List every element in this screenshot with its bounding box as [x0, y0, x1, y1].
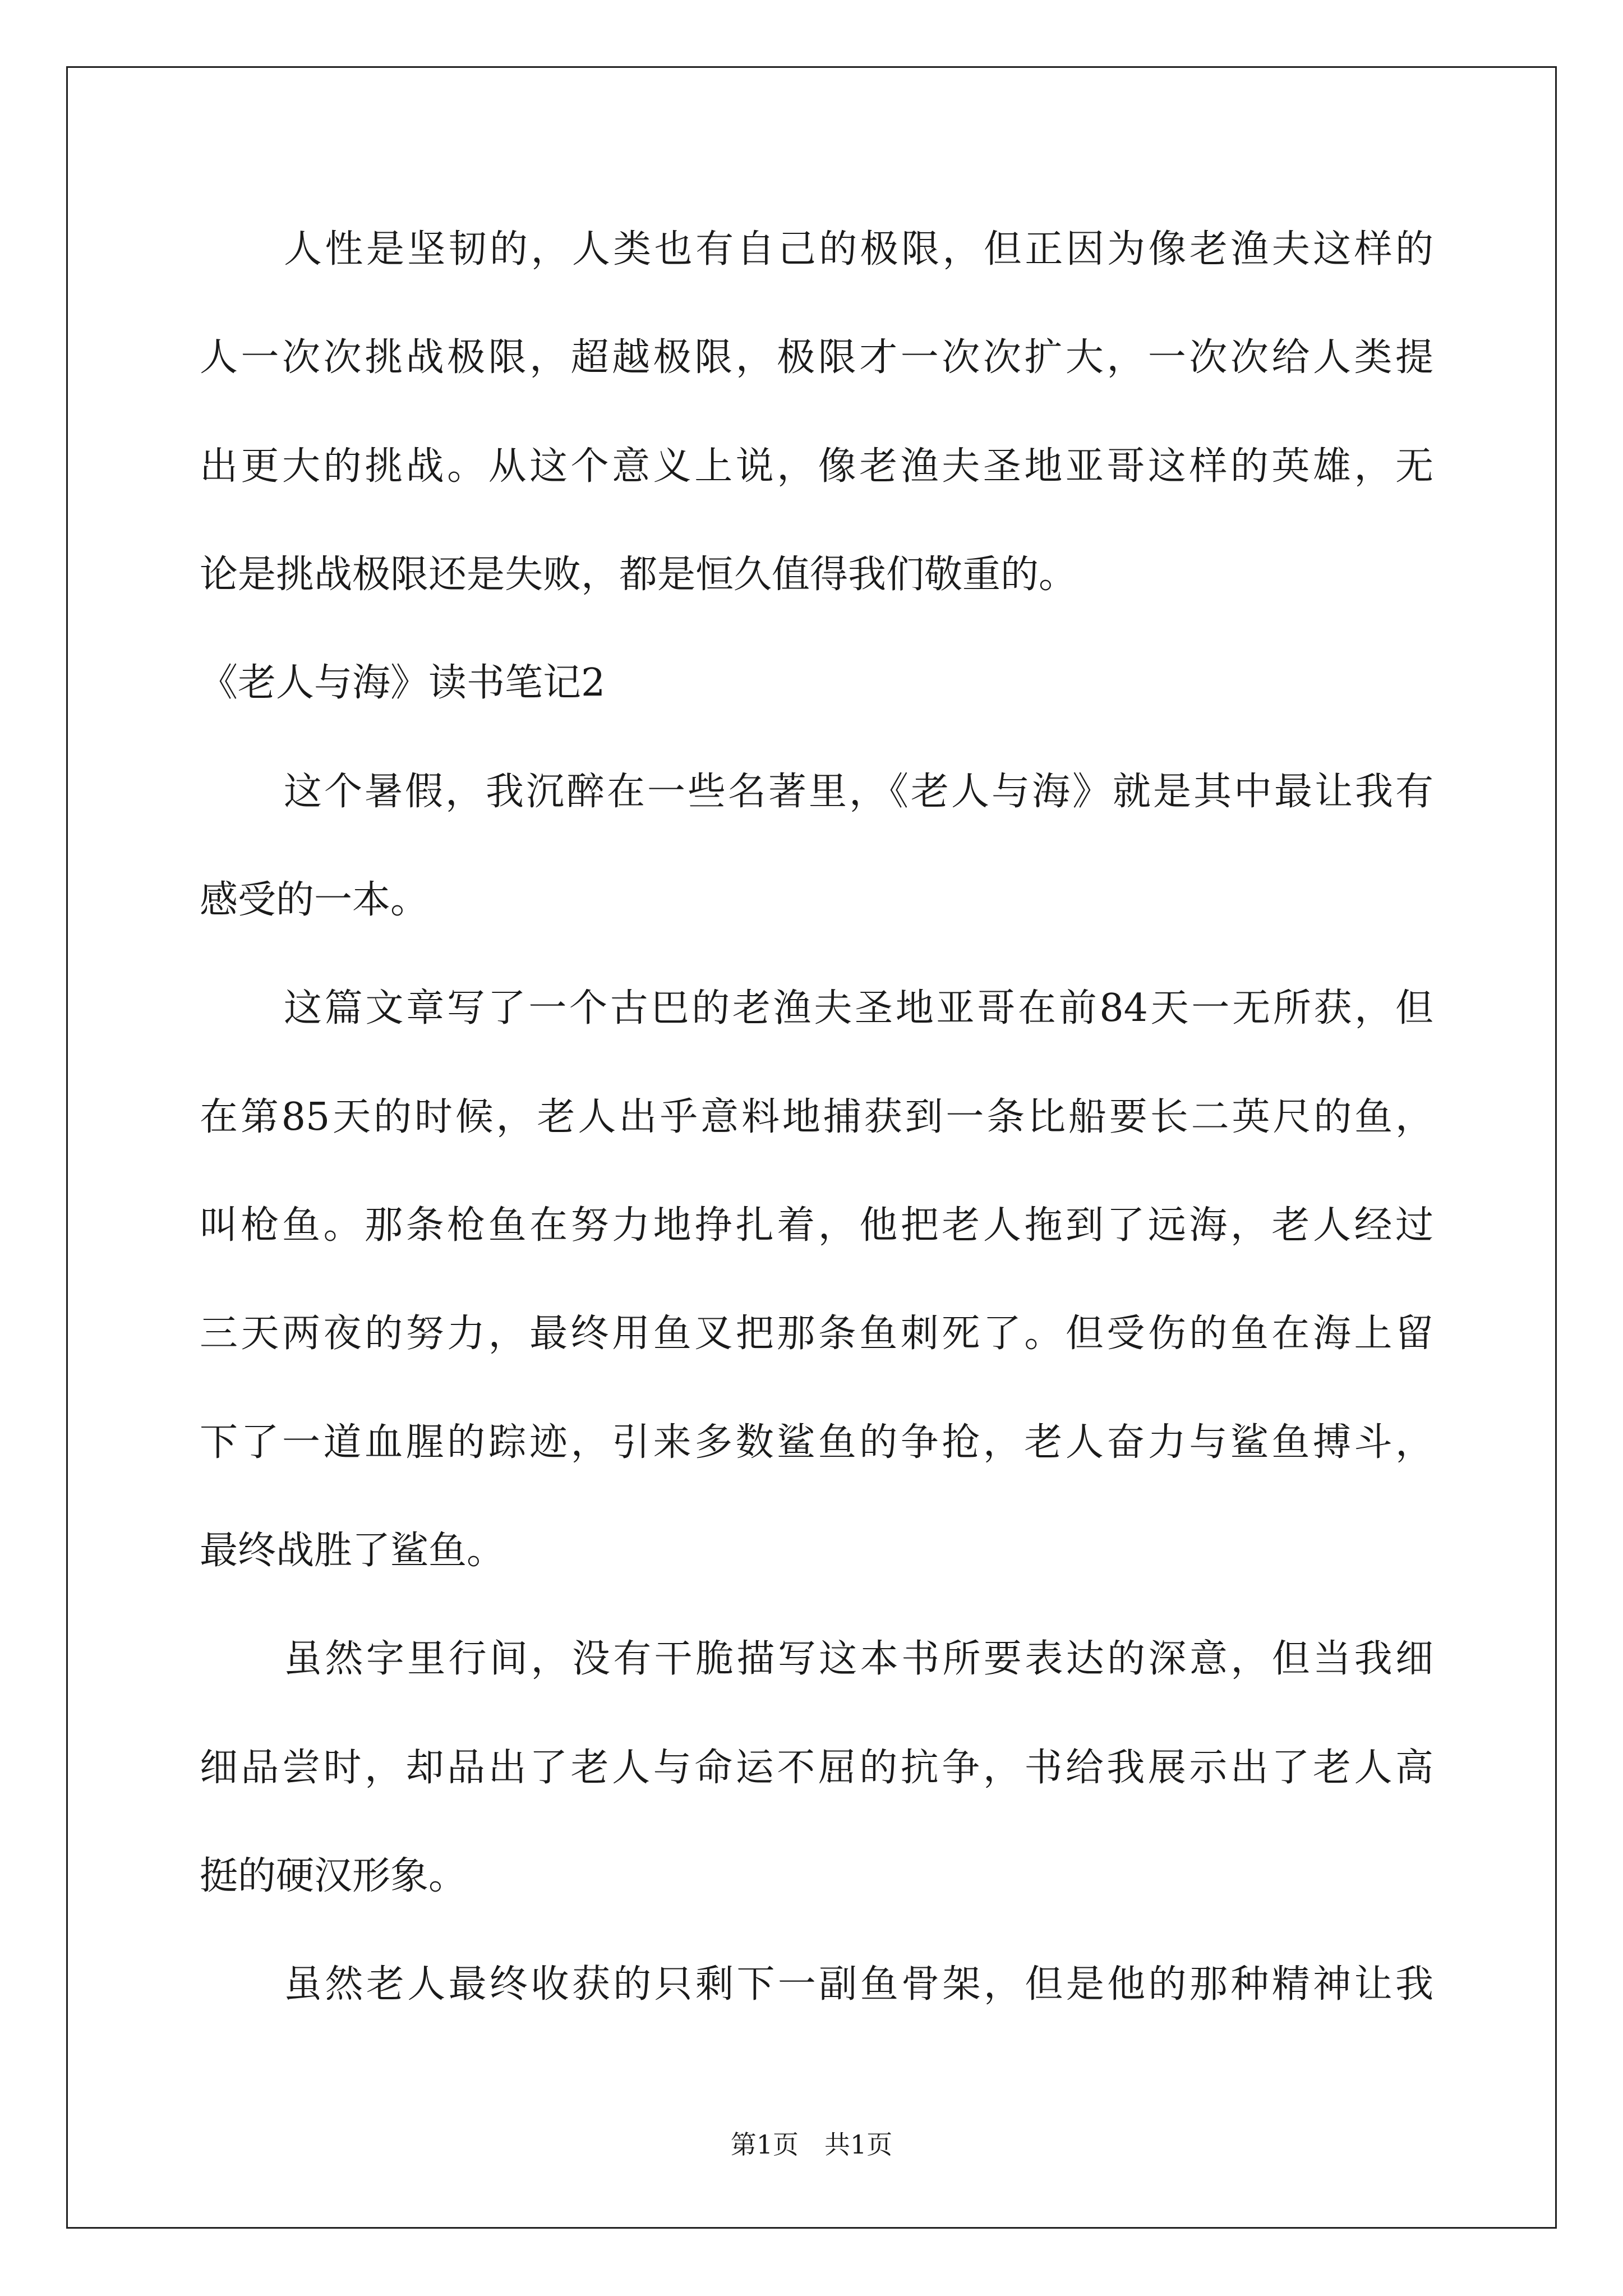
- section-heading: 《老人与海》读书笔记2: [200, 661, 606, 705]
- paragraph-line: 这个暑假，我沉醉在一些名著里，《老人与海》就是其中最让我有: [284, 770, 1433, 814]
- paragraph-line: 出更大的挑战。从这个意义上说，像老渔夫圣地亚哥这样的英雄，无: [200, 444, 1433, 489]
- paragraph-line: 最终战胜了鲨鱼。: [200, 1529, 505, 1573]
- paragraph-line: 在第85天的时候，老人出乎意料地捕获到一条比船要长二英尺的鱼，: [200, 1095, 1433, 1139]
- paragraph-line: 虽然老人最终收获的只剩下一副鱼骨架，但是他的那种精神让我: [284, 1962, 1433, 2007]
- paragraph-line: 下了一道血腥的踪迹，引来多数鲨鱼的争抢，老人奋力与鲨鱼搏斗，: [200, 1420, 1433, 1465]
- paragraph-line: 细品尝时，却品出了老人与命运不屈的抗争，书给我展示出了老人高: [200, 1746, 1433, 1790]
- paragraph-line: 人一次次挑战极限，超越极限，极限才一次次扩大，一次次给人类提: [200, 335, 1433, 380]
- paragraph-line: 这篇文章写了一个古巴的老渔夫圣地亚哥在前84天一无所获，但: [284, 986, 1433, 1030]
- paragraph-line: 论是挑战极限还是失败，都是恒久值得我们敬重的。: [200, 553, 1077, 597]
- paragraph-line: 三天两夜的努力，最终用鱼叉把那条鱼刺死了。但受伤的鱼在海上留: [200, 1312, 1433, 1356]
- paragraph-line: 人性是坚韧的，人类也有自己的极限，但正因为像老渔夫这样的: [284, 227, 1433, 272]
- paragraph-line: 感受的一本。: [200, 878, 429, 922]
- page-border: [66, 66, 1557, 2229]
- paragraph-line: 虽然字里行间，没有干脆描写这本书所要表达的深意，但当我细: [284, 1637, 1433, 1681]
- page-number-footer: 第1页 共1页: [730, 2129, 893, 2160]
- paragraph-line: 叫枪鱼。那条枪鱼在努力地挣扎着，他把老人拖到了远海，老人经过: [200, 1203, 1433, 1248]
- paragraph-line: 挺的硬汉形象。: [200, 1854, 467, 1898]
